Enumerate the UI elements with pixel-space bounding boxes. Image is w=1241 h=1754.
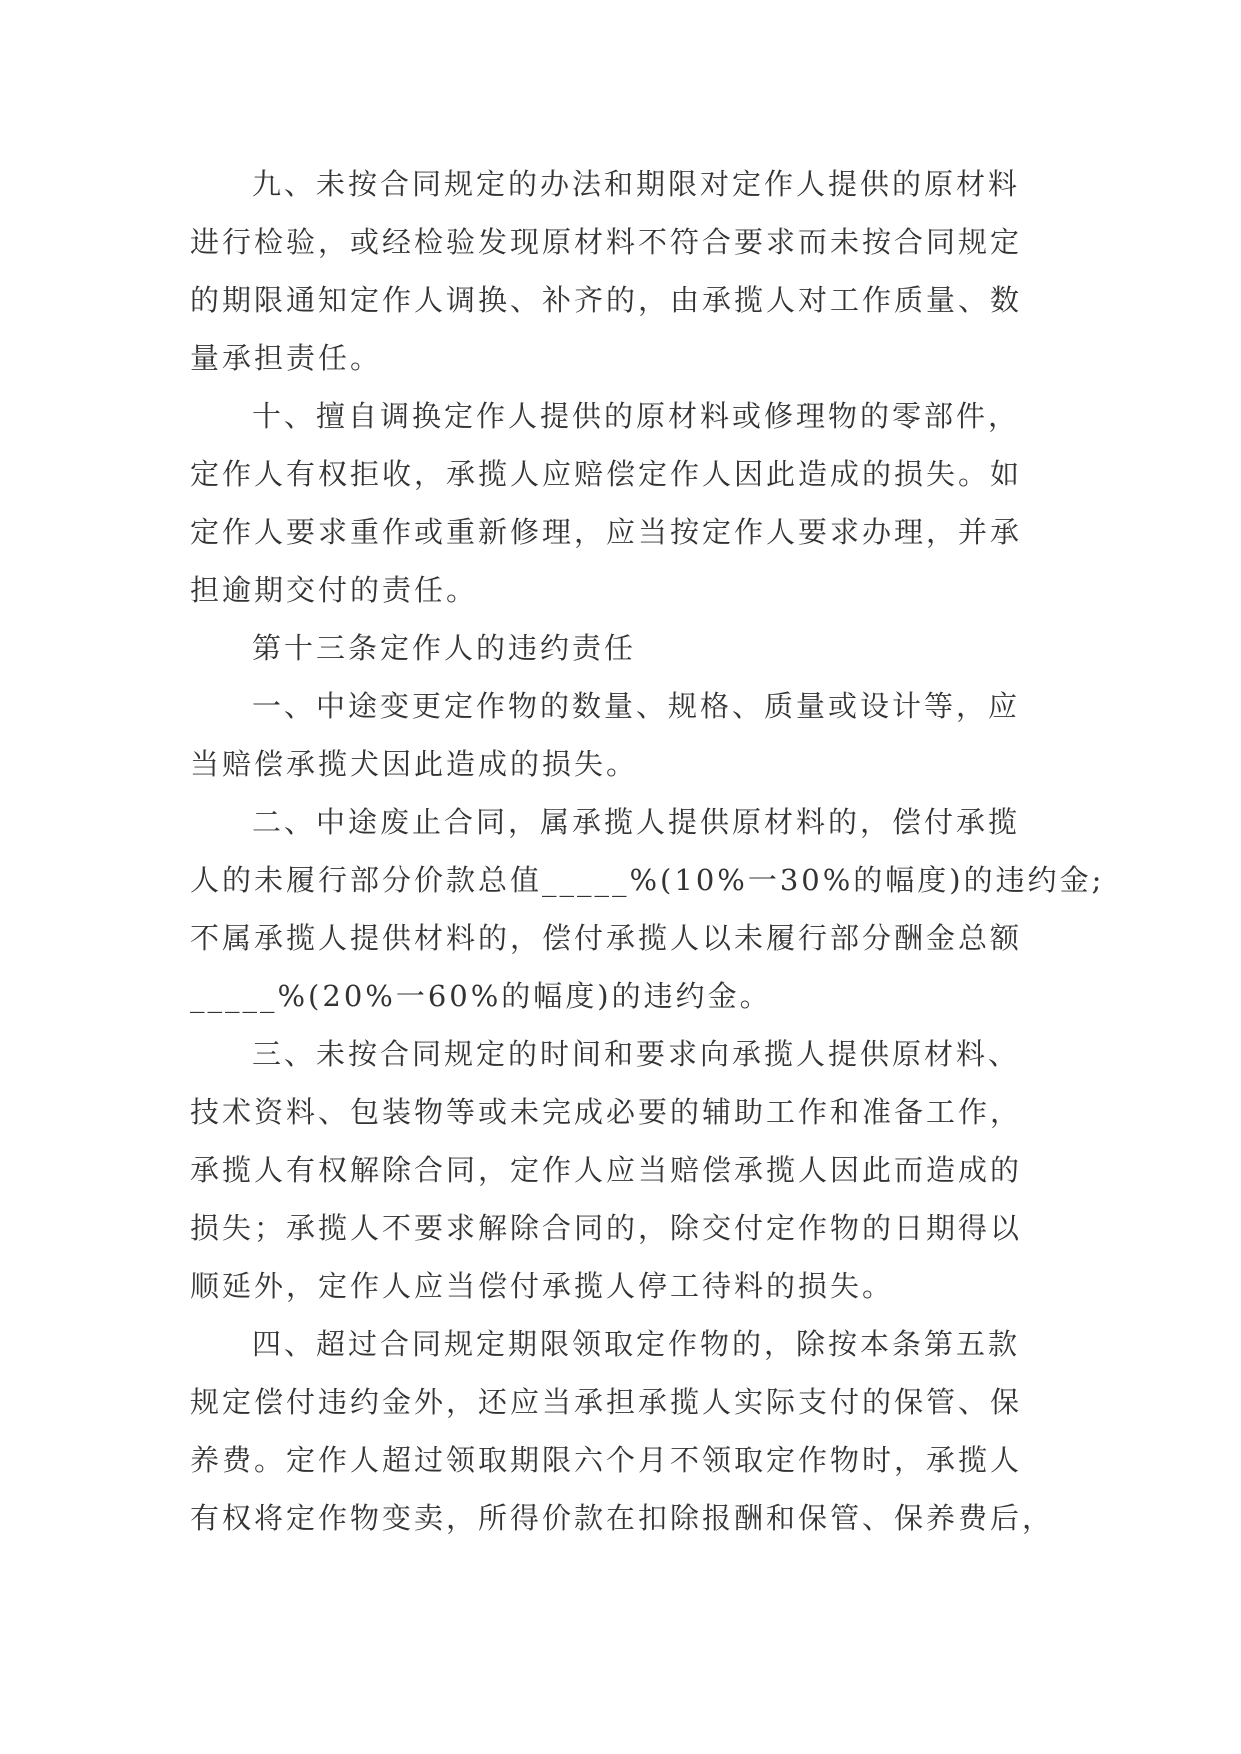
document-body	[190, 155, 1105, 1547]
text-line: 九、未按合同规定的办法和期限对定作人提供的原材料	[252, 167, 1021, 201]
text-line: 人的未履行部分价款总值_____%(10%一30%的幅度)的违约金;	[190, 863, 1105, 897]
text-line: 承揽人有权解除合同，定作人应当赔偿承揽人因此而造成的	[190, 1153, 1023, 1187]
paragraph-three	[190, 1025, 1070, 1315]
text-line: _____%(20%一60%的幅度)的违约金。	[190, 979, 772, 1013]
text-line: 三、未按合同规定的时间和要求向承揽人提供原材料、	[252, 1037, 1021, 1071]
paragraph-two	[190, 793, 1105, 1025]
text-line: 技术资料、包装物等或未完成必要的辅助工作和准备工作，	[190, 1095, 1023, 1129]
text-line: 第十三条定作人的违约责任	[252, 631, 637, 665]
text-line: 二、中途废止合同，属承揽人提供原材料的，偿付承揽	[252, 805, 1021, 839]
text-line: 量承担责任。	[190, 341, 383, 375]
text-line: 十、擅自调换定作人提供的原材料或修理物的零部件，	[252, 399, 1021, 433]
text-line: 顺延外，定作人应当偿付承揽人停工待料的损失。	[190, 1269, 895, 1303]
paragraph-four	[190, 1315, 1070, 1547]
text-line: 担逾期交付的责任。	[190, 573, 479, 607]
text-line: 有权将定作物变卖，所得价款在扣除报酬和保管、保养费后，	[190, 1501, 1055, 1535]
text-line: 损失；承揽人不要求解除合同的，除交付定作物的日期得以	[190, 1211, 1023, 1245]
article-thirteen-heading	[190, 619, 1070, 677]
text-line: 进行检验，或经检验发现原材料不符合要求而未按合同规定	[190, 225, 1023, 259]
text-line: 养费。定作人超过领取期限六个月不领取定作物时，承揽人	[190, 1443, 1023, 1477]
text-line: 四、超过合同规定期限领取定作物的，除按本条第五款	[252, 1327, 1021, 1361]
text-line: 的期限通知定作人调换、补齐的，由承揽人对工作质量、数	[190, 283, 1023, 317]
text-line: 一、中途变更定作物的数量、规格、质量或设计等，应	[252, 689, 1021, 723]
paragraph-ten	[190, 387, 1070, 619]
text-line: 定作人要求重作或重新修理，应当按定作人要求办理，并承	[190, 515, 1023, 549]
text-line: 当赔偿承揽犬因此造成的损失。	[190, 747, 639, 781]
text-line: 定作人有权拒收，承揽人应赔偿定作人因此造成的损失。如	[190, 457, 1023, 491]
paragraph-one	[190, 677, 1070, 793]
paragraph-nine	[190, 155, 1070, 387]
text-line: 不属承揽人提供材料的，偿付承揽人以未履行部分酬金总额	[190, 921, 1023, 955]
text-line: 规定偿付违约金外，还应当承担承揽人实际支付的保管、保	[190, 1385, 1023, 1419]
